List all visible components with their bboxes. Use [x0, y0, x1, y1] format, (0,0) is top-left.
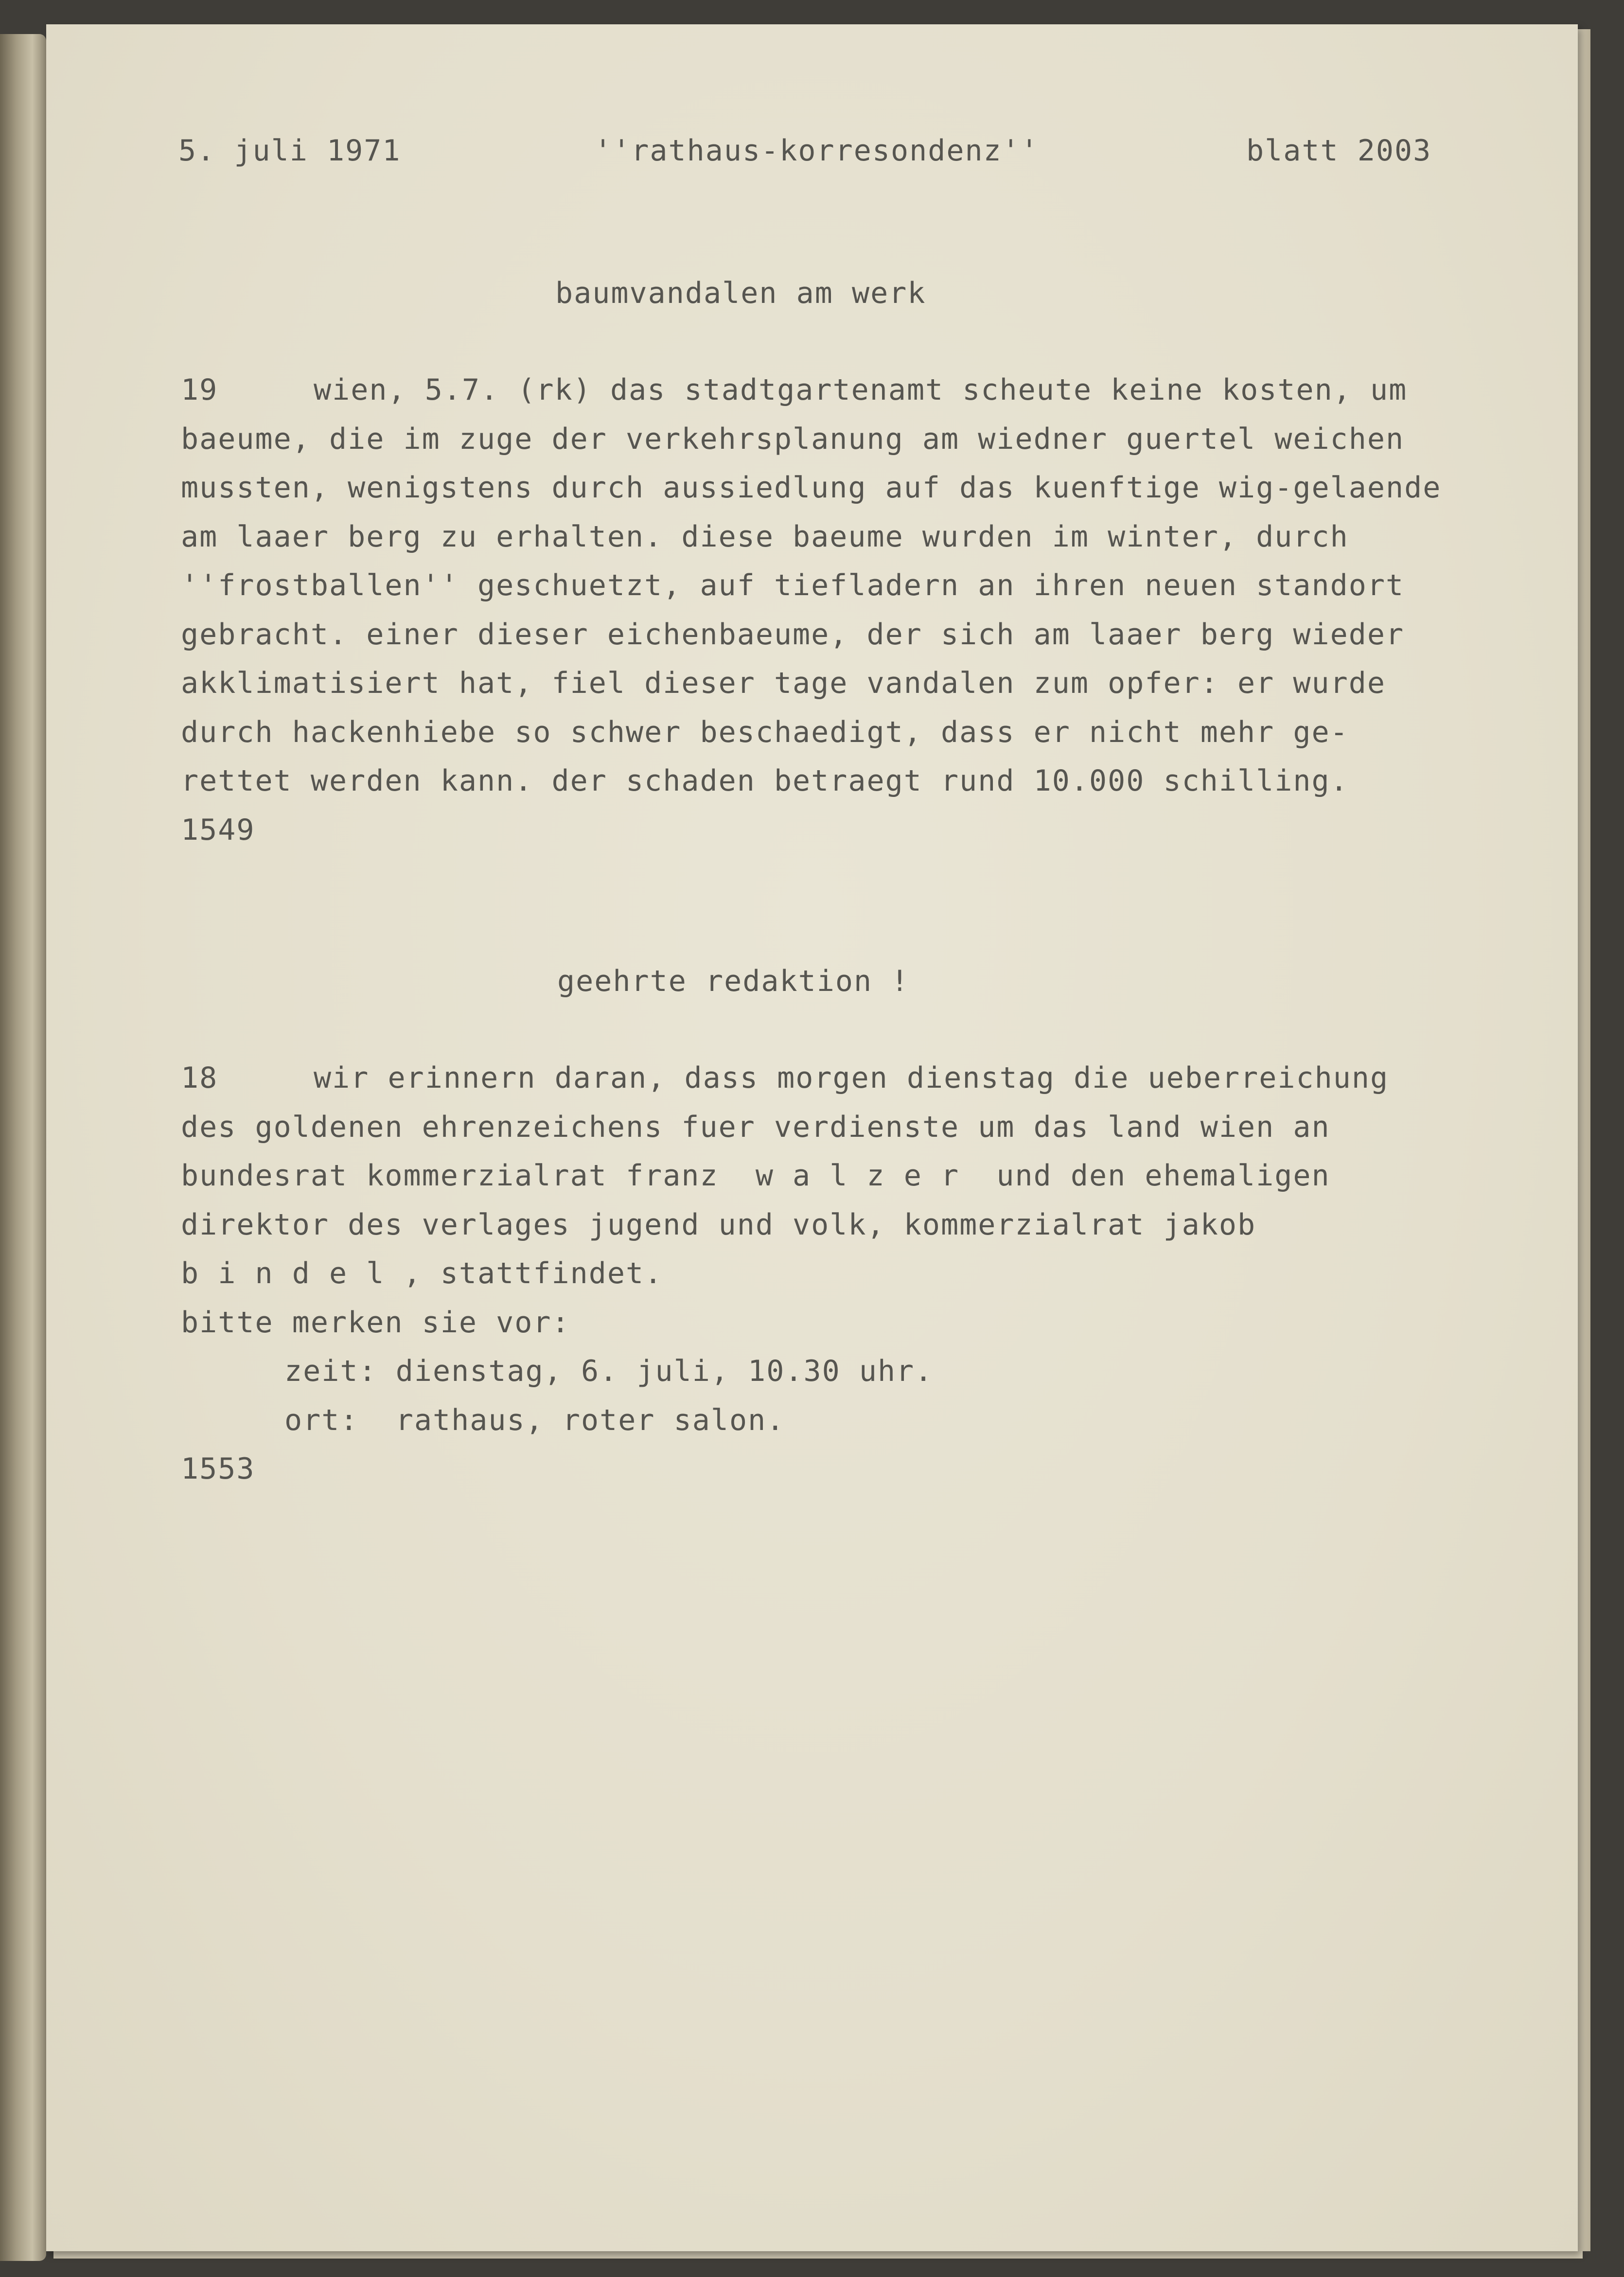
- article-line: gebracht. einer dieser eichenbaeume, der sich am laaer berg wieder: [181, 617, 1405, 652]
- article-line: mussten, wenigstens durch aussiedlung auf das kuenftige wig-gelaende: [181, 471, 1442, 505]
- notice-body: [181, 1054, 1542, 1494]
- sheet-number: blatt 2003: [1246, 134, 1432, 168]
- notice-detail-time: [181, 1347, 1542, 1396]
- notice-line: [181, 1054, 1542, 1103]
- facing-page-edge: [0, 34, 46, 2261]
- footer-code: 1553: [181, 1452, 255, 1486]
- header-date: 5. juli 1971: [178, 134, 401, 168]
- article-line: rettet werden kann. der schaden betraegt rund 10.000 schilling.: [181, 764, 1349, 798]
- article-headline: baumvandalen am werk: [555, 276, 926, 310]
- notice-line: b i n d e l , stattfindet.: [181, 1256, 663, 1290]
- notice-headline: geehrte redaktion !: [557, 964, 910, 998]
- article-line: akklimatisiert hat, fiel dieser tage vandalen zum opfer: er wurde: [181, 666, 1386, 700]
- notice-line: bitte merken sie vor:: [181, 1305, 570, 1340]
- article-line: [181, 366, 1542, 415]
- notice-line: direktor des verlages jugend und volk, kommerzialrat jakob: [181, 1207, 1256, 1242]
- article-line: ''frostballen'' geschuetzt, auf tiefladern an ihren neuen standort: [181, 568, 1405, 602]
- article-body: [181, 366, 1542, 854]
- notice-detail-place: [181, 1396, 1542, 1445]
- article-line: am laaer berg zu erhalten. diese baeume wurden im winter, durch: [181, 519, 1349, 554]
- article-text: wien, 5.7. (rk) das stadtgartenamt scheute keine kosten, um: [314, 373, 1408, 407]
- article-line: baeume, die im zuge der verkehrsplanung am wiedner guertel weichen: [181, 422, 1405, 456]
- detail-text: ort: rathaus, roter salon.: [284, 1403, 785, 1437]
- notice-number: 18: [181, 1061, 218, 1095]
- publication-title: ''rathaus-korresondenz'': [594, 134, 1039, 168]
- page-stack-edge: [1578, 29, 1590, 2251]
- detail-text: zeit: dienstag, 6. juli, 10.30 uhr.: [284, 1354, 934, 1388]
- notice-line: bundesrat kommerzialrat franz w a l z e r und den ehemaligen: [181, 1159, 1330, 1193]
- footer-code: 1549: [181, 812, 255, 847]
- article-line: durch hackenhiebe so schwer beschaedigt, dass er nicht mehr ge-: [181, 715, 1349, 749]
- notice-line: des goldenen ehrenzeichens fuer verdienste um das land wien an: [181, 1110, 1330, 1144]
- article-number: 19: [181, 373, 218, 407]
- notice-text: wir erinnern daran, dass morgen dienstag die ueberreichung: [314, 1061, 1389, 1095]
